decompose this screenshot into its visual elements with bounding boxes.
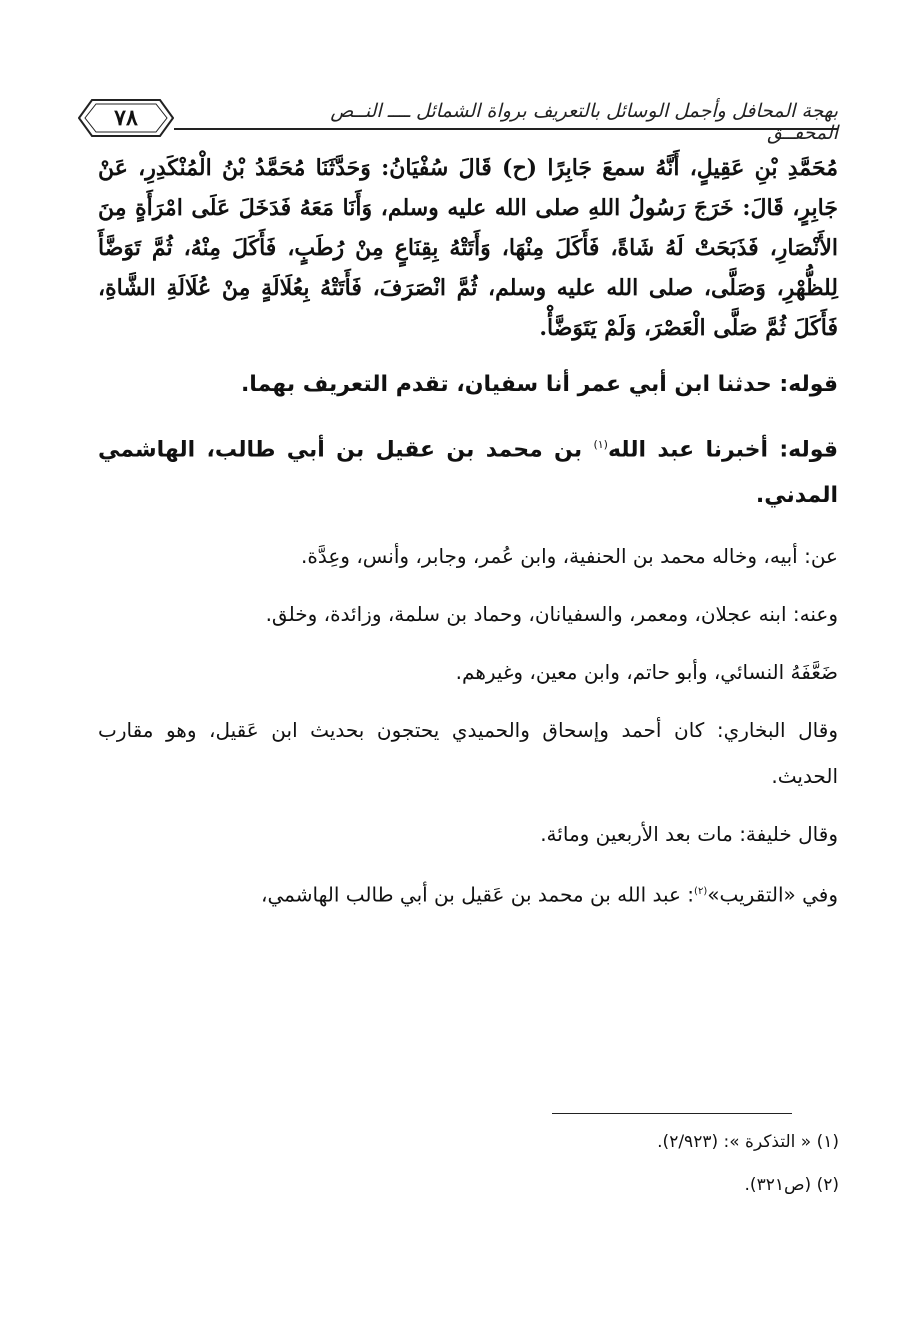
header-rule bbox=[174, 128, 838, 130]
main-text bbox=[98, 148, 838, 930]
taqrib-part-b: : عبد الله بن محمد بن عَقيل بن أبي طالب الهاشمي، bbox=[261, 882, 695, 907]
footnote-separator bbox=[552, 1113, 792, 1114]
khalifa-paragraph: وقال خليفة: مات بعد الأربعين ومائة. bbox=[540, 822, 838, 847]
commentary-heading-1: قوله: حدثنا ابن أبي عمر أنا سفيان، تقدم التعريف بهما. bbox=[240, 372, 838, 397]
taqrib-part-a: وفي «التقريب» bbox=[707, 882, 838, 907]
footnotes bbox=[139, 1128, 839, 1214]
running-title: بهجة المحافل وأجمل الوسائل بالتعريف برواة الشمائل ــــ النــص المحقــق bbox=[330, 100, 838, 144]
taqrib-paragraph bbox=[98, 869, 838, 918]
commentary-heading-2 bbox=[98, 422, 838, 519]
hadith-text: مُحَمَّدِ بْنِ عَقِيلٍ، أَنَّهُ سمعَ جَابِرًا (ح) قَالَ سُفْيَانُ: وَحَدَّثَنَا مُحَمَّدُ بْنُ الْمُنْكَدِرِ، عَنْ جَابِرٍ، قَالَ: خَرَجَ رَسُولُ اللهِ صلى الله عليه وسلم، وَأَنَا مَعَهُ فَدَخَلَ عَلَى امْرَأَةٍ مِنَ الأَنْصَارِ، فَذَبَحَتْ لَهُ شَاةً، فَأَكَلَ مِنْهَا، وَأَتَتْهُ بِقِنَاعٍ مِنْ رُطَبٍ، فَأَكَلَ مِنْهُ، ثُمَّ تَوَضَّأَ لِلظُّهْرِ، وَصَلَّى، صلى الله عليه وسلم، ثُمَّ انْصَرَفَ، فَأَتَتْهُ بِعُلَالَةٍ مِنْ عُلَالَةِ الشَّاةِ، فَأَكَلَ ثُمَّ صَلَّى الْعَصْرَ، وَلَمْ يَتَوَضَّأْ. bbox=[98, 155, 838, 341]
footnote-ref-2: (٢) bbox=[694, 886, 708, 898]
footnote-ref-1: (١) bbox=[593, 438, 608, 451]
weakness-paragraph: ضَعَّفَهُ النسائي، وأبو حاتم، وابن معين، وغيرهم. bbox=[455, 660, 838, 685]
footnote-2: (٢) (ص٣٢١). bbox=[744, 1175, 839, 1195]
heading-2-part-b: بن محمد بن عقيل بن أبي طالب، الهاشمي المدني. bbox=[98, 437, 838, 509]
footnote-1: (١) « التذكرة »: (٢/٩٢٣). bbox=[657, 1132, 839, 1152]
bukhari-paragraph: وقال البخاري: كان أحمد وإسحاق والحميدي يحتجون بحديث ابن عَقيل، وهو مقارب الحديث. bbox=[98, 718, 838, 789]
page-number-frame bbox=[78, 98, 174, 138]
teachers-paragraph: عن: أبيه، وخاله محمد بن الحنفية، وابن عُمر، وجابر، وأنس، وعِدَّة. bbox=[301, 544, 838, 569]
page-header bbox=[78, 98, 838, 142]
page-number: ٧٨ bbox=[114, 105, 138, 131]
students-paragraph: وعنه: ابنه عجلان، ومعمر، والسفيانان، وحماد بن سلمة، وزائدة، وخلق. bbox=[265, 602, 838, 627]
heading-2-part-a: قوله: أخبرنا عبد الله bbox=[607, 437, 838, 463]
